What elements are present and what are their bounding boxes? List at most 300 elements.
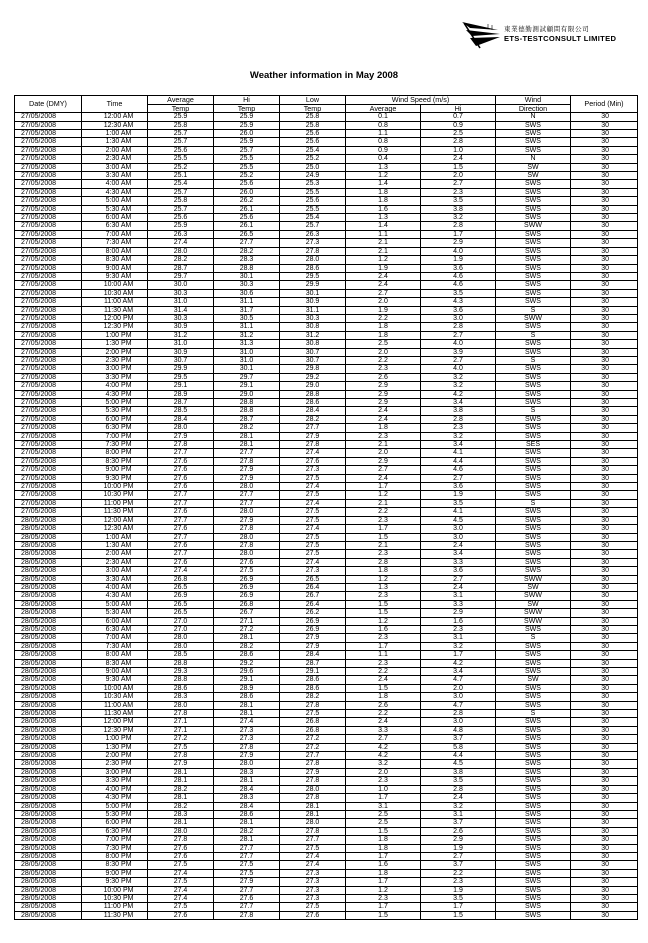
cell-average-temp: 27.5 [148, 903, 214, 911]
header-wind-speed: Wind Speed (m/s) [346, 96, 496, 105]
cell-wind-direction: SWS [496, 718, 571, 726]
cell-wind-speed-hi: 2.8 [421, 222, 496, 230]
table-row [15, 230, 638, 238]
cell-wind-speed-hi: 2.0 [421, 172, 496, 180]
cell-average-temp: 27.7 [148, 550, 214, 558]
cell-hi-temp: 31.3 [214, 340, 280, 348]
cell-date: 28/05/2008 [15, 659, 82, 667]
cell-time: 11:00 AM [82, 701, 148, 709]
cell-wind-speed-hi: 2.8 [421, 785, 496, 793]
cell-period: 30 [571, 583, 638, 591]
cell-time: 5:00 PM [82, 802, 148, 810]
cell-wind-direction: SWS [496, 121, 571, 129]
cell-hi-temp: 28.8 [214, 399, 280, 407]
cell-low-temp: 24.9 [280, 172, 346, 180]
cell-wind-direction: SWS [496, 474, 571, 482]
cell-low-temp: 30.3 [280, 314, 346, 322]
cell-wind-speed-hi: 3.0 [421, 533, 496, 541]
cell-hi-temp: 26.1 [214, 205, 280, 213]
cell-period: 30 [571, 516, 638, 524]
cell-low-temp: 28.7 [280, 659, 346, 667]
cell-hi-temp: 29.1 [214, 676, 280, 684]
cell-wind-direction: SWS [496, 684, 571, 692]
cell-wind-speed-average: 2.2 [346, 668, 421, 676]
cell-low-temp: 27.3 [280, 894, 346, 902]
table-row [15, 668, 638, 676]
cell-average-temp: 28.0 [148, 642, 214, 650]
cell-wind-speed-hi: 2.7 [421, 852, 496, 860]
cell-time: 11:30 PM [82, 508, 148, 516]
cell-period: 30 [571, 802, 638, 810]
table-row [15, 651, 638, 659]
cell-date: 28/05/2008 [15, 886, 82, 894]
table-row [15, 508, 638, 516]
cell-date: 28/05/2008 [15, 869, 82, 877]
table-row [15, 180, 638, 188]
cell-wind-speed-average: 1.4 [346, 180, 421, 188]
cell-wind-speed-hi: 3.8 [421, 407, 496, 415]
cell-time: 4:30 PM [82, 794, 148, 802]
cell-wind-speed-average: 2.0 [346, 348, 421, 356]
cell-wind-speed-average: 2.2 [346, 710, 421, 718]
cell-wind-speed-hi: 2.7 [421, 180, 496, 188]
header-average-temp-bottom: Temp [148, 104, 214, 113]
cell-wind-speed-average: 2.4 [346, 474, 421, 482]
cell-wind-direction: SWW [496, 575, 571, 583]
cell-date: 28/05/2008 [15, 827, 82, 835]
cell-time: 11:00 PM [82, 903, 148, 911]
table-row [15, 777, 638, 785]
cell-period: 30 [571, 138, 638, 146]
cell-average-temp: 25.2 [148, 163, 214, 171]
cell-wind-direction: S [496, 710, 571, 718]
cell-wind-speed-average: 2.9 [346, 457, 421, 465]
table-row [15, 247, 638, 255]
table-row [15, 609, 638, 617]
table-row [15, 432, 638, 440]
table-row [15, 575, 638, 583]
cell-wind-speed-hi: 2.0 [421, 684, 496, 692]
cell-date: 28/05/2008 [15, 642, 82, 650]
cell-period: 30 [571, 794, 638, 802]
cell-average-temp: 25.7 [148, 188, 214, 196]
cell-time: 9:00 PM [82, 466, 148, 474]
cell-date: 27/05/2008 [15, 449, 82, 457]
cell-time: 4:30 AM [82, 188, 148, 196]
cell-low-temp: 27.8 [280, 777, 346, 785]
cell-period: 30 [571, 894, 638, 902]
cell-hi-temp: 25.2 [214, 172, 280, 180]
table-row [15, 483, 638, 491]
cell-low-temp: 30.7 [280, 356, 346, 364]
cell-average-temp: 28.7 [148, 264, 214, 272]
table-row [15, 617, 638, 625]
cell-wind-speed-hi: 2.8 [421, 138, 496, 146]
cell-period: 30 [571, 340, 638, 348]
cell-wind-direction: SWS [496, 399, 571, 407]
cell-wind-direction: SWS [496, 230, 571, 238]
cell-wind-speed-hi: 3.2 [421, 642, 496, 650]
cell-date: 28/05/2008 [15, 550, 82, 558]
cell-time: 11:30 PM [82, 911, 148, 919]
cell-wind-speed-average: 2.2 [346, 314, 421, 322]
cell-period: 30 [571, 323, 638, 331]
cell-hi-temp: 28.1 [214, 701, 280, 709]
cell-wind-speed-average: 1.3 [346, 214, 421, 222]
table-row [15, 256, 638, 264]
cell-date: 27/05/2008 [15, 508, 82, 516]
cell-wind-speed-hi: 2.9 [421, 239, 496, 247]
table-row [15, 836, 638, 844]
cell-wind-speed-average: 1.5 [346, 911, 421, 919]
cell-wind-speed-hi: 2.2 [421, 869, 496, 877]
cell-period: 30 [571, 533, 638, 541]
cell-time: 10:30 AM [82, 693, 148, 701]
cell-low-temp: 27.5 [280, 541, 346, 549]
cell-average-temp: 27.6 [148, 911, 214, 919]
cell-wind-direction: SWS [496, 752, 571, 760]
cell-average-temp: 25.7 [148, 130, 214, 138]
cell-period: 30 [571, 306, 638, 314]
table-row [15, 348, 638, 356]
cell-wind-speed-hi: 3.5 [421, 777, 496, 785]
cell-average-temp: 27.8 [148, 836, 214, 844]
cell-time: 9:00 AM [82, 264, 148, 272]
cell-low-temp: 27.3 [280, 239, 346, 247]
table-row [15, 146, 638, 154]
cell-average-temp: 27.6 [148, 541, 214, 549]
table-row [15, 466, 638, 474]
cell-low-temp: 25.0 [280, 163, 346, 171]
cell-wind-speed-average: 3.2 [346, 760, 421, 768]
cell-wind-direction: SWS [496, 382, 571, 390]
cell-date: 28/05/2008 [15, 735, 82, 743]
cell-hi-temp: 27.9 [214, 466, 280, 474]
cell-period: 30 [571, 247, 638, 255]
cell-time: 7:30 PM [82, 844, 148, 852]
cell-wind-speed-average: 1.2 [346, 617, 421, 625]
cell-average-temp: 27.1 [148, 726, 214, 734]
cell-date: 27/05/2008 [15, 499, 82, 507]
cell-low-temp: 31.1 [280, 306, 346, 314]
cell-wind-speed-average: 2.7 [346, 466, 421, 474]
cell-hi-temp: 28.0 [214, 508, 280, 516]
cell-low-temp: 27.3 [280, 466, 346, 474]
cell-wind-speed-hi: 4.0 [421, 340, 496, 348]
cell-period: 30 [571, 382, 638, 390]
cell-time: 12:30 AM [82, 121, 148, 129]
header-time: Time [82, 96, 148, 113]
table-row [15, 457, 638, 465]
cell-wind-speed-hi: 3.0 [421, 693, 496, 701]
table-row [15, 735, 638, 743]
cell-wind-speed-hi: 2.3 [421, 878, 496, 886]
cell-low-temp: 27.4 [280, 483, 346, 491]
cell-date: 27/05/2008 [15, 323, 82, 331]
company-logo [460, 20, 632, 50]
table-row [15, 642, 638, 650]
cell-period: 30 [571, 163, 638, 171]
table-row [15, 819, 638, 827]
cell-hi-temp: 26.1 [214, 222, 280, 230]
cell-time: 9:30 PM [82, 878, 148, 886]
cell-average-temp: 28.3 [148, 810, 214, 818]
cell-period: 30 [571, 575, 638, 583]
table-row [15, 710, 638, 718]
cell-hi-temp: 27.8 [214, 911, 280, 919]
cell-wind-speed-hi: 2.7 [421, 474, 496, 482]
cell-hi-temp: 28.3 [214, 256, 280, 264]
cell-time: 2:00 PM [82, 752, 148, 760]
table-row [15, 314, 638, 322]
table-row [15, 415, 638, 423]
cell-low-temp: 25.4 [280, 146, 346, 154]
cell-hi-temp: 25.6 [214, 180, 280, 188]
cell-average-temp: 30.7 [148, 356, 214, 364]
cell-hi-temp: 26.7 [214, 609, 280, 617]
table-row [15, 474, 638, 482]
cell-wind-speed-average: 1.5 [346, 827, 421, 835]
cell-low-temp: 27.2 [280, 743, 346, 751]
cell-wind-direction: SWS [496, 903, 571, 911]
cell-time: 12:30 AM [82, 525, 148, 533]
cell-date: 28/05/2008 [15, 516, 82, 524]
cell-average-temp: 31.4 [148, 306, 214, 314]
cell-hi-temp: 28.6 [214, 651, 280, 659]
cell-low-temp: 27.5 [280, 844, 346, 852]
cell-hi-temp: 28.2 [214, 827, 280, 835]
cell-wind-speed-hi: 0.9 [421, 121, 496, 129]
cell-period: 30 [571, 718, 638, 726]
cell-date: 28/05/2008 [15, 609, 82, 617]
cell-hi-temp: 26.0 [214, 188, 280, 196]
cell-period: 30 [571, 264, 638, 272]
cell-wind-speed-hi: 3.7 [421, 819, 496, 827]
cell-low-temp: 29.0 [280, 382, 346, 390]
cell-hi-temp: 27.9 [214, 752, 280, 760]
table-row [15, 592, 638, 600]
cell-period: 30 [571, 449, 638, 457]
cell-low-temp: 30.8 [280, 340, 346, 348]
cell-date: 27/05/2008 [15, 172, 82, 180]
cell-wind-speed-hi: 4.4 [421, 752, 496, 760]
cell-wind-direction: SWS [496, 323, 571, 331]
cell-period: 30 [571, 272, 638, 280]
cell-average-temp: 25.1 [148, 172, 214, 180]
table-row [15, 718, 638, 726]
cell-wind-speed-average: 2.8 [346, 558, 421, 566]
cell-date: 28/05/2008 [15, 760, 82, 768]
cell-time: 8:00 AM [82, 651, 148, 659]
cell-date: 27/05/2008 [15, 407, 82, 415]
company-name-chinese: 東業德勤測試顧問有限公司 [504, 26, 590, 33]
cell-low-temp: 27.9 [280, 768, 346, 776]
cell-hi-temp: 30.3 [214, 281, 280, 289]
cell-wind-direction: SWS [496, 886, 571, 894]
cell-date: 28/05/2008 [15, 567, 82, 575]
table-row [15, 441, 638, 449]
cell-hi-temp: 30.1 [214, 365, 280, 373]
cell-period: 30 [571, 457, 638, 465]
cell-hi-temp: 26.5 [214, 230, 280, 238]
cell-time: 12:00 PM [82, 314, 148, 322]
table-row [15, 516, 638, 524]
cell-low-temp: 27.7 [280, 424, 346, 432]
cell-date: 28/05/2008 [15, 693, 82, 701]
cell-period: 30 [571, 878, 638, 886]
cell-wind-direction: SWW [496, 222, 571, 230]
cell-time: 5:00 AM [82, 197, 148, 205]
cell-hi-temp: 27.9 [214, 516, 280, 524]
table-row [15, 760, 638, 768]
cell-wind-speed-hi: 3.4 [421, 399, 496, 407]
cell-period: 30 [571, 684, 638, 692]
cell-hi-temp: 28.0 [214, 533, 280, 541]
table-row [15, 298, 638, 306]
cell-time: 5:00 AM [82, 600, 148, 608]
cell-period: 30 [571, 642, 638, 650]
cell-date: 27/05/2008 [15, 264, 82, 272]
cell-wind-direction: SWS [496, 239, 571, 247]
cell-wind-speed-hi: 2.4 [421, 794, 496, 802]
cell-average-temp: 27.2 [148, 735, 214, 743]
cell-wind-speed-hi: 3.5 [421, 289, 496, 297]
cell-hi-temp: 28.1 [214, 634, 280, 642]
cell-period: 30 [571, 348, 638, 356]
cell-time: 10:30 PM [82, 894, 148, 902]
cell-average-temp: 26.5 [148, 600, 214, 608]
cell-low-temp: 28.2 [280, 415, 346, 423]
cell-average-temp: 27.6 [148, 525, 214, 533]
cell-wind-speed-average: 2.1 [346, 541, 421, 549]
cell-date: 28/05/2008 [15, 525, 82, 533]
cell-date: 27/05/2008 [15, 373, 82, 381]
cell-date: 28/05/2008 [15, 600, 82, 608]
cell-wind-speed-average: 2.5 [346, 340, 421, 348]
cell-wind-direction: SWS [496, 743, 571, 751]
cell-wind-speed-average: 1.7 [346, 903, 421, 911]
table-row [15, 138, 638, 146]
cell-period: 30 [571, 222, 638, 230]
cell-average-temp: 28.8 [148, 676, 214, 684]
cell-period: 30 [571, 415, 638, 423]
cell-low-temp: 27.5 [280, 710, 346, 718]
cell-hi-temp: 27.5 [214, 567, 280, 575]
cell-low-temp: 25.8 [280, 113, 346, 121]
cell-average-temp: 27.5 [148, 878, 214, 886]
cell-period: 30 [571, 609, 638, 617]
cell-wind-speed-average: 1.5 [346, 609, 421, 617]
cell-time: 7:00 AM [82, 230, 148, 238]
cell-date: 28/05/2008 [15, 592, 82, 600]
cell-time: 10:00 AM [82, 684, 148, 692]
weather-table-body [15, 113, 638, 920]
cell-low-temp: 26.4 [280, 583, 346, 591]
table-row [15, 331, 638, 339]
cell-wind-direction: SW [496, 172, 571, 180]
cell-wind-direction: SWS [496, 810, 571, 818]
cell-date: 28/05/2008 [15, 852, 82, 860]
cell-wind-speed-average: 1.5 [346, 533, 421, 541]
cell-date: 27/05/2008 [15, 306, 82, 314]
cell-wind-speed-hi: 3.9 [421, 348, 496, 356]
cell-period: 30 [571, 432, 638, 440]
cell-low-temp: 26.9 [280, 617, 346, 625]
cell-wind-direction: SWS [496, 701, 571, 709]
cell-low-temp: 26.5 [280, 575, 346, 583]
table-row [15, 113, 638, 121]
cell-wind-speed-hi: 2.4 [421, 155, 496, 163]
cell-period: 30 [571, 121, 638, 129]
cell-wind-speed-average: 2.0 [346, 298, 421, 306]
cell-average-temp: 29.1 [148, 382, 214, 390]
cell-average-temp: 25.5 [148, 155, 214, 163]
cell-hi-temp: 27.8 [214, 525, 280, 533]
cell-wind-speed-average: 2.1 [346, 441, 421, 449]
cell-time: 6:30 PM [82, 827, 148, 835]
cell-period: 30 [571, 180, 638, 188]
cell-date: 27/05/2008 [15, 138, 82, 146]
cell-period: 30 [571, 525, 638, 533]
cell-date: 28/05/2008 [15, 701, 82, 709]
cell-wind-speed-hi: 3.1 [421, 810, 496, 818]
cell-date: 27/05/2008 [15, 205, 82, 213]
cell-date: 27/05/2008 [15, 247, 82, 255]
cell-wind-speed-hi: 3.4 [421, 668, 496, 676]
cell-wind-direction: N [496, 155, 571, 163]
cell-low-temp: 28.0 [280, 256, 346, 264]
cell-average-temp: 27.7 [148, 491, 214, 499]
cell-average-temp: 27.9 [148, 432, 214, 440]
cell-period: 30 [571, 172, 638, 180]
cell-low-temp: 27.4 [280, 499, 346, 507]
cell-wind-speed-average: 1.3 [346, 163, 421, 171]
cell-wind-speed-average: 2.3 [346, 550, 421, 558]
cell-low-temp: 25.4 [280, 214, 346, 222]
cell-time: 11:00 AM [82, 298, 148, 306]
cell-period: 30 [571, 130, 638, 138]
cell-wind-speed-average: 2.2 [346, 508, 421, 516]
cell-low-temp: 28.4 [280, 651, 346, 659]
cell-date: 27/05/2008 [15, 483, 82, 491]
cell-time: 5:30 AM [82, 205, 148, 213]
cell-time: 7:30 AM [82, 642, 148, 650]
cell-average-temp: 27.7 [148, 499, 214, 507]
cell-hi-temp: 29.6 [214, 668, 280, 676]
cell-low-temp: 27.6 [280, 911, 346, 919]
table-row [15, 600, 638, 608]
cell-average-temp: 28.0 [148, 827, 214, 835]
cell-wind-speed-hi: 3.6 [421, 264, 496, 272]
cell-time: 7:30 AM [82, 239, 148, 247]
cell-wind-direction: SWS [496, 340, 571, 348]
cell-hi-temp: 27.6 [214, 558, 280, 566]
cell-date: 28/05/2008 [15, 634, 82, 642]
cell-wind-direction: SWS [496, 180, 571, 188]
cell-hi-temp: 26.9 [214, 592, 280, 600]
cell-wind-direction: SWS [496, 415, 571, 423]
cell-wind-direction: SWS [496, 373, 571, 381]
cell-average-temp: 30.3 [148, 289, 214, 297]
cell-date: 28/05/2008 [15, 802, 82, 810]
cell-low-temp: 27.6 [280, 457, 346, 465]
cell-low-temp: 25.5 [280, 188, 346, 196]
cell-wind-speed-average: 2.3 [346, 634, 421, 642]
cell-average-temp: 28.2 [148, 802, 214, 810]
cell-wind-speed-average: 1.8 [346, 424, 421, 432]
cell-hi-temp: 27.9 [214, 474, 280, 482]
table-row [15, 911, 638, 919]
